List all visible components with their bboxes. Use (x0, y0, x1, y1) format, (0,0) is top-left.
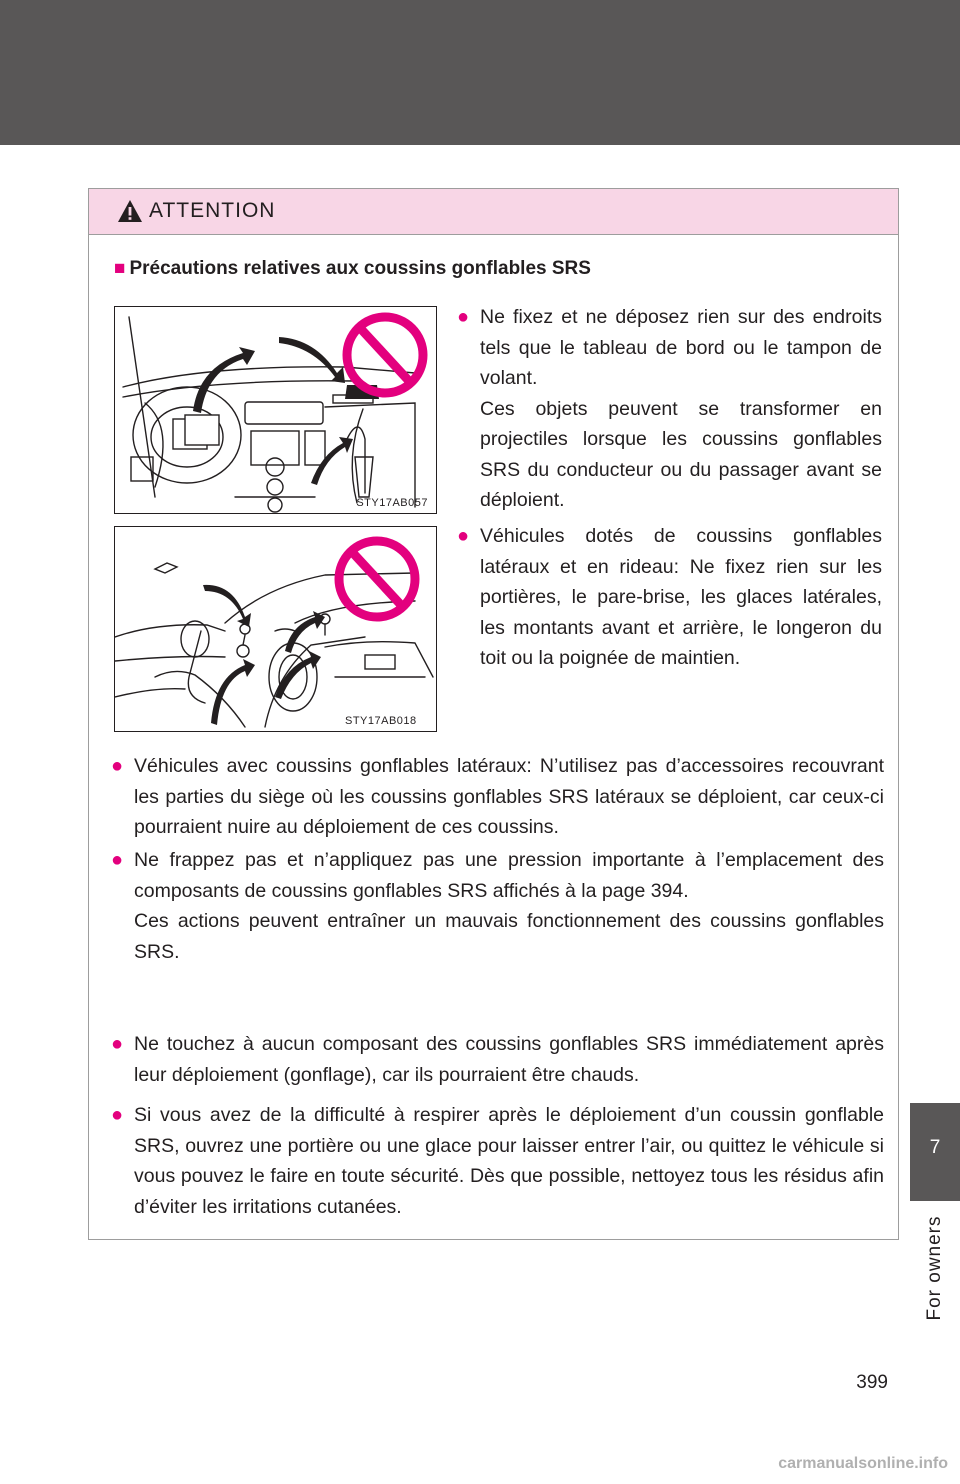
figure-dashboard (114, 306, 437, 514)
figure-code: STY17AB018 (345, 715, 417, 727)
warning-triangle-icon (117, 199, 143, 223)
header-band (0, 0, 960, 145)
bullet-text: Ne touchez à aucun composant des coussins gonflables SRS immédiatement après leur déploiement (gonflage), car ils pourraient être chauds. (134, 1033, 884, 1086)
warning-title: ATTENTION (149, 199, 276, 222)
bullet-text: Ces objets peuvent se transformer en projectiles lorsque les coussins gonflables SRS du conducteur ou du passager avant se déploient. (480, 397, 882, 511)
figure-interior (114, 526, 437, 732)
bullet-item (111, 1100, 884, 1222)
interior-illustration (115, 527, 437, 732)
bullet-text: Ces actions peuvent entraîner un mauvais fonctionnement des coussins gonflables SRS. (134, 910, 884, 963)
bullet-dot-icon: ● (111, 849, 124, 871)
chapter-label-text: For owners (924, 1215, 945, 1321)
bullet-item (111, 1029, 884, 1090)
figure-code: STY17AB057 (356, 497, 428, 509)
bullet-item (457, 302, 882, 516)
section-title: Précautions relatives aux coussins gonflables SRS (129, 258, 591, 279)
bullet-item (457, 521, 882, 674)
bullet-dot-icon: ● (457, 525, 470, 547)
chapter-number: 7 (929, 1137, 941, 1158)
dashboard-illustration (115, 307, 437, 514)
prohibit-icon-1 (347, 317, 423, 393)
bullet-text: Véhicules dotés de coussins gonflables latéraux et en rideau: Ne fixez rien sur les portières, le pare-brise, les glaces latérales, les montants avant et arrière, le longeron du toit ou la poignée de maintien. (480, 525, 882, 669)
bullet-item (111, 751, 884, 843)
bullet-dot-icon: ● (111, 755, 124, 777)
chapter-tab (910, 1103, 960, 1201)
bullet-text: Si vous avez de la difficulté à respirer après le déploiement d’un coussin gonflable SRS, ouvrez une portière ou une glace pour laisser entrer l’air, ou quittez le véhicule si vous pouvez le faire en toute sécurité. Dès que possible, nettoyez tous les résidus afin d’éviter les irritations cutanées. (134, 1104, 884, 1218)
bullet-dot-icon: ● (111, 1104, 124, 1126)
bullet-text: Ne fixez et ne déposez rien sur des endroits tels que le tableau de bord ou le tampon de volant. (480, 306, 882, 389)
square-bullet-icon: ■ (114, 258, 126, 279)
section-heading (114, 258, 591, 280)
bullet-text: Ne frappez pas et n’appliquez pas une pression importante à l’emplacement des composants de coussins gonflables SRS affichés à la page 394. (134, 849, 884, 902)
watermark: carmanualsonline.info (778, 1455, 948, 1472)
bullet-text: Véhicules avec coussins gonflables latéraux: N’utilisez pas d’accessoires recouvrant les parties du siège où les coussins gonflables SRS latéraux se déploient, car ceux-ci pourraient nuire au déploiement de ces coussins. (134, 755, 884, 838)
prohibit-icon-2 (339, 541, 415, 617)
warning-header (89, 189, 898, 235)
chapter-label (912, 1208, 958, 1338)
bullet-dot-icon: ● (111, 1033, 124, 1055)
bullet-dot-icon: ● (457, 306, 470, 328)
bullet-item (111, 845, 884, 967)
page-number: 399 (856, 1372, 888, 1393)
